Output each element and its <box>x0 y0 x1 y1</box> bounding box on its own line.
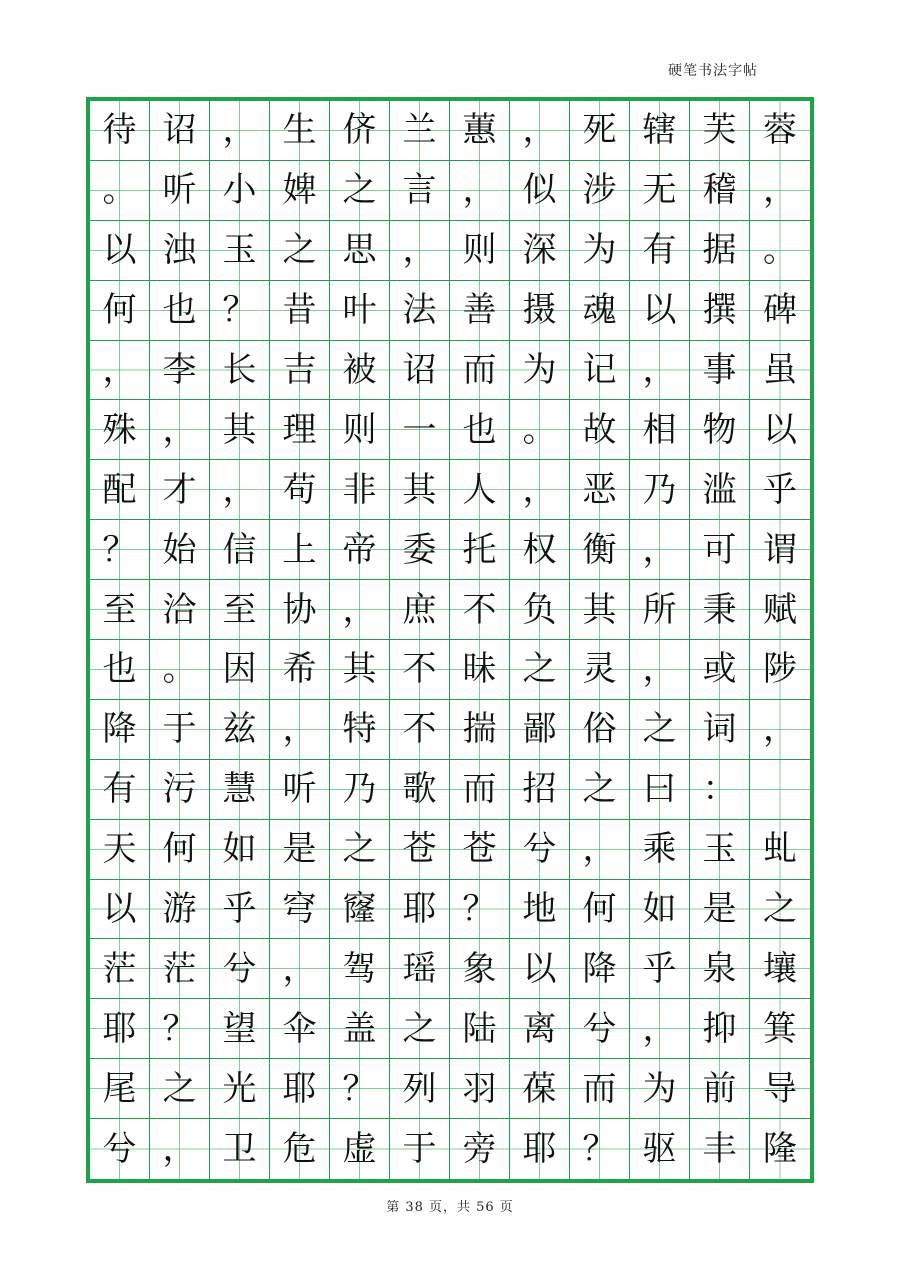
grid-cell: 一 <box>390 400 450 460</box>
grid-cell: 希 <box>270 640 330 700</box>
grid-cell: ， <box>510 460 570 520</box>
grid-cell: 不 <box>390 640 450 700</box>
grid-cell: 则 <box>450 221 510 281</box>
grid-cell: 于 <box>390 1119 450 1179</box>
grid-cell: 死 <box>570 101 630 161</box>
grid-cell: ， <box>750 700 810 760</box>
grid-cell: ， <box>630 520 690 580</box>
grid-cell <box>750 760 810 820</box>
grid-cell: 事 <box>690 341 750 401</box>
grid-cell: 或 <box>690 640 750 700</box>
grid-cell: 。 <box>90 161 150 221</box>
grid-cell: 李 <box>150 341 210 401</box>
grid-cell: 恶 <box>570 460 630 520</box>
grid-cell: 谓 <box>750 520 810 580</box>
grid-cell: 殊 <box>90 400 150 460</box>
page-number-footer: 第 38 页，共 56 页 <box>386 1200 514 1215</box>
grid-cell: 蕙 <box>450 101 510 161</box>
grid-cell: 可 <box>690 520 750 580</box>
grid-cell: 之 <box>150 1059 210 1119</box>
grid-cell: 是 <box>690 880 750 940</box>
grid-cell: ？ <box>450 880 510 940</box>
grid-cell: 驾 <box>330 939 390 999</box>
grid-cell: 污 <box>150 760 210 820</box>
grid-cell: 耶 <box>390 880 450 940</box>
grid-cell: 虽 <box>750 341 810 401</box>
grid-cell: 吉 <box>270 341 330 401</box>
grid-cell: 物 <box>690 400 750 460</box>
grid-cell: 耶 <box>510 1119 570 1179</box>
grid-cell: 危 <box>270 1119 330 1179</box>
grid-cell: 为 <box>570 221 630 281</box>
grid-cell: 乎 <box>630 939 690 999</box>
grid-cell: 才 <box>150 460 210 520</box>
grid-cell: 离 <box>510 999 570 1059</box>
grid-cell: 降 <box>570 939 630 999</box>
grid-cell: 长 <box>210 341 270 401</box>
grid-cell: 以 <box>630 281 690 341</box>
grid-cell: 芙 <box>690 101 750 161</box>
grid-cell: 丰 <box>690 1119 750 1179</box>
grid-cell: 葆 <box>510 1059 570 1119</box>
grid-cell: 茫 <box>90 939 150 999</box>
grid-cell: ， <box>570 820 630 880</box>
grid-cell: 俗 <box>570 700 630 760</box>
grid-cell: 相 <box>630 400 690 460</box>
grid-cell: 魂 <box>570 281 630 341</box>
grid-cell: 洽 <box>150 580 210 640</box>
grid-cell: 摄 <box>510 281 570 341</box>
grid-cell: 鄙 <box>510 700 570 760</box>
grid-cell: 其 <box>390 460 450 520</box>
grid-cell: 则 <box>330 400 390 460</box>
grid-cell: 善 <box>450 281 510 341</box>
grid-cell: 也 <box>90 640 150 700</box>
grid-cell: 之 <box>270 221 330 281</box>
grid-cell: 泉 <box>690 939 750 999</box>
grid-cell: 帝 <box>330 520 390 580</box>
grid-cell: 协 <box>270 580 330 640</box>
grid-cell: ？ <box>330 1059 390 1119</box>
grid-cell: 灵 <box>570 640 630 700</box>
grid-cell: 以 <box>750 400 810 460</box>
grid-cell: 光 <box>210 1059 270 1119</box>
grid-cell: 故 <box>570 400 630 460</box>
grid-cell: 虚 <box>330 1119 390 1179</box>
grid-cell: 也 <box>150 281 210 341</box>
grid-cell: 有 <box>90 760 150 820</box>
grid-cell: 稽 <box>690 161 750 221</box>
grid-cell: 诏 <box>150 101 210 161</box>
grid-cell: 以 <box>510 939 570 999</box>
grid-cell: 权 <box>510 520 570 580</box>
grid-cell: 兮 <box>90 1119 150 1179</box>
grid-cell: 据 <box>690 221 750 281</box>
grid-cell: 秉 <box>690 580 750 640</box>
grid-cell: 慧 <box>210 760 270 820</box>
grid-cell: 卫 <box>210 1119 270 1179</box>
grid-cell: 伞 <box>270 999 330 1059</box>
grid-cell: 耶 <box>90 999 150 1059</box>
page-header-title: 硬笔书法字帖 <box>668 63 758 79</box>
grid-cell: ？ <box>90 520 150 580</box>
grid-cell: 羽 <box>450 1059 510 1119</box>
grid-cell: 瑶 <box>390 939 450 999</box>
grid-cell: 乃 <box>330 760 390 820</box>
grid-cell: 言 <box>390 161 450 221</box>
calligraphy-practice-grid <box>86 97 814 1183</box>
grid-cell: ， <box>270 700 330 760</box>
grid-cell: 之 <box>510 640 570 700</box>
grid-cell: 辖 <box>630 101 690 161</box>
grid-cell: 诏 <box>390 341 450 401</box>
grid-cell: 庶 <box>390 580 450 640</box>
grid-cell: 至 <box>210 580 270 640</box>
grid-cell: 其 <box>210 400 270 460</box>
grid-cell: 所 <box>630 580 690 640</box>
grid-cell: 驱 <box>630 1119 690 1179</box>
grid-cell: 以 <box>90 880 150 940</box>
grid-cell: 不 <box>390 700 450 760</box>
grid-cell: ， <box>390 221 450 281</box>
grid-cell: 天 <box>90 820 150 880</box>
grid-cell: 其 <box>570 580 630 640</box>
grid-cell: 之 <box>390 999 450 1059</box>
grid-cell: 。 <box>510 400 570 460</box>
grid-cell: 之 <box>630 700 690 760</box>
grid-cell: ， <box>630 341 690 401</box>
grid-cell: 委 <box>390 520 450 580</box>
grid-cell: 抑 <box>690 999 750 1059</box>
grid-cell: 如 <box>630 880 690 940</box>
grid-cell: 招 <box>510 760 570 820</box>
grid-cell: 何 <box>570 880 630 940</box>
grid-cell: 地 <box>510 880 570 940</box>
grid-cell: 始 <box>150 520 210 580</box>
grid-cell: 玉 <box>690 820 750 880</box>
grid-cell: 箕 <box>750 999 810 1059</box>
grid-cell: 陆 <box>450 999 510 1059</box>
grid-cell: 苟 <box>270 460 330 520</box>
grid-cell: 是 <box>270 820 330 880</box>
grid-cell: 窿 <box>330 880 390 940</box>
grid-cell: 法 <box>390 281 450 341</box>
grid-cell: 也 <box>450 400 510 460</box>
grid-cell: ？ <box>570 1119 630 1179</box>
grid-cell: 兮 <box>210 939 270 999</box>
grid-cell: 乎 <box>750 460 810 520</box>
grid-cell: 壤 <box>750 939 810 999</box>
grid-cell: ， <box>210 101 270 161</box>
grid-cell: 似 <box>510 161 570 221</box>
grid-cell: 。 <box>150 640 210 700</box>
grid-cell: 游 <box>150 880 210 940</box>
grid-cell: 婢 <box>270 161 330 221</box>
grid-cell: 兰 <box>390 101 450 161</box>
grid-cell: 理 <box>270 400 330 460</box>
grid-cell: 被 <box>330 341 390 401</box>
grid-cell: 无 <box>630 161 690 221</box>
grid-cell: 有 <box>630 221 690 281</box>
grid-cell: 特 <box>330 700 390 760</box>
grid-cell: 隆 <box>750 1119 810 1179</box>
grid-cell: 穹 <box>270 880 330 940</box>
grid-cell: 为 <box>510 341 570 401</box>
grid-cell: 思 <box>330 221 390 281</box>
grid-cell: 乃 <box>630 460 690 520</box>
grid-cell: 如 <box>210 820 270 880</box>
grid-cell: 而 <box>570 1059 630 1119</box>
grid-cell: 揣 <box>450 700 510 760</box>
grid-cell: 为 <box>630 1059 690 1119</box>
grid-cell: ？ <box>150 999 210 1059</box>
grid-cell: 小 <box>210 161 270 221</box>
grid-cell: 兹 <box>210 700 270 760</box>
grid-cell: 苍 <box>390 820 450 880</box>
grid-cell: 生 <box>270 101 330 161</box>
grid-cell: 信 <box>210 520 270 580</box>
grid-cell: 听 <box>270 760 330 820</box>
grid-cell: ： <box>690 760 750 820</box>
grid-cell: 而 <box>450 341 510 401</box>
grid-cell: ， <box>90 341 150 401</box>
grid-cell: 人 <box>450 460 510 520</box>
grid-cell: 词 <box>690 700 750 760</box>
grid-cell: 叶 <box>330 281 390 341</box>
grid-cell: 听 <box>150 161 210 221</box>
grid-cell: 不 <box>450 580 510 640</box>
grid-cell: 碑 <box>750 281 810 341</box>
grid-cell: ？ <box>210 281 270 341</box>
grid-cell: 乎 <box>210 880 270 940</box>
grid-cell: 昔 <box>270 281 330 341</box>
character-grid <box>90 101 810 1179</box>
grid-cell: 之 <box>330 161 390 221</box>
grid-cell: 深 <box>510 221 570 281</box>
grid-cell: 降 <box>90 700 150 760</box>
grid-cell: 兮 <box>510 820 570 880</box>
grid-cell: 托 <box>450 520 510 580</box>
grid-cell: 玉 <box>210 221 270 281</box>
grid-cell: 歌 <box>390 760 450 820</box>
grid-cell: 因 <box>210 640 270 700</box>
grid-cell: ， <box>750 161 810 221</box>
grid-cell: 盖 <box>330 999 390 1059</box>
grid-cell: 配 <box>90 460 150 520</box>
grid-cell: 非 <box>330 460 390 520</box>
grid-cell: 蓉 <box>750 101 810 161</box>
grid-cell: ， <box>150 1119 210 1179</box>
grid-cell: 茫 <box>150 939 210 999</box>
grid-cell: 何 <box>150 820 210 880</box>
grid-cell: ， <box>150 400 210 460</box>
grid-cell: ， <box>330 580 390 640</box>
grid-cell: 何 <box>90 281 150 341</box>
grid-cell: 陟 <box>750 640 810 700</box>
grid-cell: 于 <box>150 700 210 760</box>
grid-cell: ， <box>630 640 690 700</box>
grid-cell: 望 <box>210 999 270 1059</box>
grid-cell: 涉 <box>570 161 630 221</box>
grid-cell: 撰 <box>690 281 750 341</box>
grid-cell: 衡 <box>570 520 630 580</box>
grid-cell: 虬 <box>750 820 810 880</box>
grid-cell: 至 <box>90 580 150 640</box>
grid-cell: 浊 <box>150 221 210 281</box>
grid-cell: 之 <box>570 760 630 820</box>
grid-cell: 赋 <box>750 580 810 640</box>
grid-cell: 前 <box>690 1059 750 1119</box>
grid-cell: ， <box>210 460 270 520</box>
grid-cell: 。 <box>750 221 810 281</box>
grid-cell: 负 <box>510 580 570 640</box>
grid-cell: 滥 <box>690 460 750 520</box>
grid-cell: ， <box>450 161 510 221</box>
grid-cell: 待 <box>90 101 150 161</box>
grid-cell: 尾 <box>90 1059 150 1119</box>
grid-cell: 导 <box>750 1059 810 1119</box>
grid-cell: 旁 <box>450 1119 510 1179</box>
grid-cell: 曰 <box>630 760 690 820</box>
grid-cell: 乘 <box>630 820 690 880</box>
grid-cell: 昧 <box>450 640 510 700</box>
grid-cell: 列 <box>390 1059 450 1119</box>
grid-cell: 其 <box>330 640 390 700</box>
grid-cell: 侪 <box>330 101 390 161</box>
grid-cell: 记 <box>570 341 630 401</box>
grid-cell: 之 <box>750 880 810 940</box>
grid-cell: 苍 <box>450 820 510 880</box>
grid-cell: 象 <box>450 939 510 999</box>
grid-cell: 兮 <box>570 999 630 1059</box>
grid-cell: 上 <box>270 520 330 580</box>
grid-cell: ， <box>630 999 690 1059</box>
grid-cell: ， <box>510 101 570 161</box>
grid-cell: 耶 <box>270 1059 330 1119</box>
grid-cell: 而 <box>450 760 510 820</box>
grid-cell: ， <box>270 939 330 999</box>
grid-cell: 之 <box>330 820 390 880</box>
grid-cell: 以 <box>90 221 150 281</box>
